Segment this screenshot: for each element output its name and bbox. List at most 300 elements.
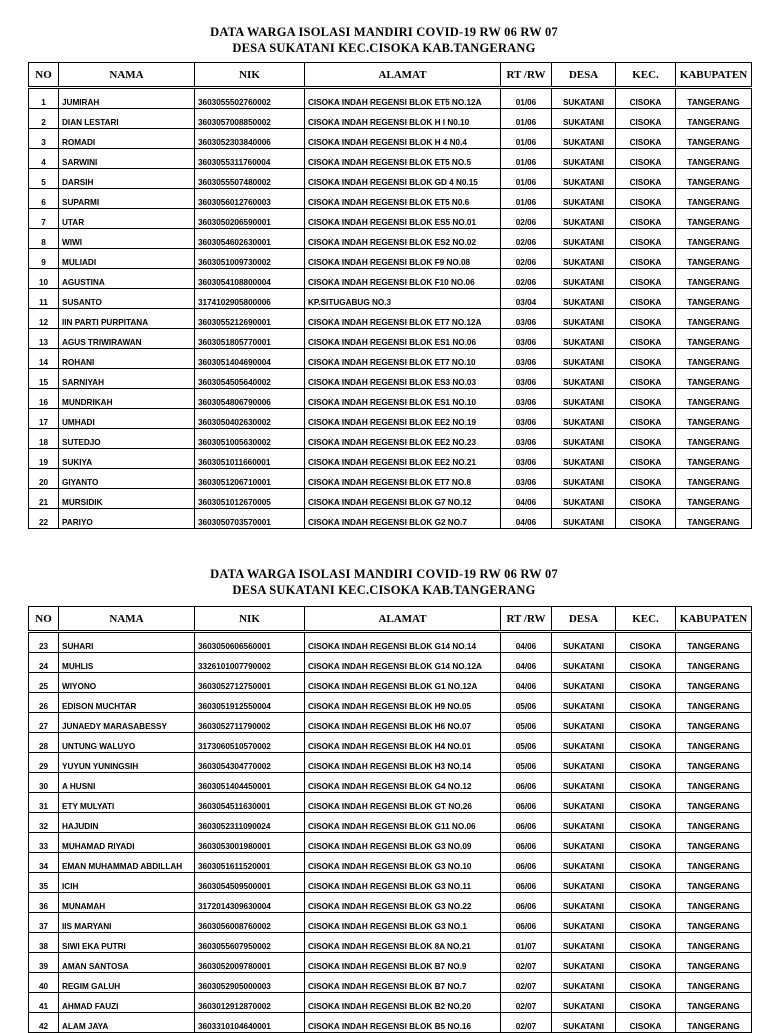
cell-rtrw: 03/06	[501, 329, 552, 349]
cell-rtrw: 01/06	[501, 129, 552, 149]
cell-nama: SARWINI	[59, 149, 195, 169]
cell-nama: ICIH	[59, 873, 195, 893]
cell-kab: TANGERANG	[676, 973, 752, 993]
cell-alamat: CISOKA INDAH REGENSI BLOK G3 NO.1	[305, 913, 501, 933]
cell-alamat: CISOKA INDAH REGENSI BLOK ET7 NO.8	[305, 469, 501, 489]
cell-nik: 3603052711790002	[195, 713, 305, 733]
cell-nik: 3603051404450001	[195, 773, 305, 793]
cell-kec: CISOKA	[616, 653, 676, 673]
cell-kab: TANGERANG	[676, 673, 752, 693]
cell-rtrw: 05/06	[501, 753, 552, 773]
table-row	[29, 973, 752, 993]
cell-rtrw: 05/06	[501, 693, 552, 713]
cell-rtrw: 03/04	[501, 289, 552, 309]
cell-nik: 3174102905800006	[195, 289, 305, 309]
cell-nama: HAJUDIN	[59, 813, 195, 833]
cell-no: 24	[29, 653, 59, 673]
cell-alamat: CISOKA INDAH REGENSI BLOK G3 NO.09	[305, 833, 501, 853]
cell-rtrw: 03/06	[501, 409, 552, 429]
cell-desa: SUKATANI	[552, 349, 616, 369]
cell-kab: TANGERANG	[676, 853, 752, 873]
cell-kab: TANGERANG	[676, 329, 752, 349]
cell-rtrw: 02/06	[501, 249, 552, 269]
cell-desa: SUKATANI	[552, 813, 616, 833]
cell-rtrw: 02/06	[501, 229, 552, 249]
cell-desa: SUKATANI	[552, 329, 616, 349]
table-row	[29, 673, 752, 693]
table-row	[29, 713, 752, 733]
cell-nama: JUMIRAH	[59, 88, 195, 109]
cell-desa: SUKATANI	[552, 693, 616, 713]
cell-nik: 3603053001980001	[195, 833, 305, 853]
cell-nama: AGUS TRIWIRAWAN	[59, 329, 195, 349]
cell-rtrw: 03/06	[501, 429, 552, 449]
cell-nik: 3603055607950002	[195, 933, 305, 953]
cell-kec: CISOKA	[616, 469, 676, 489]
cell-alamat: CISOKA INDAH REGENSI BLOK H9 NO.05	[305, 693, 501, 713]
cell-rtrw: 02/07	[501, 1013, 552, 1033]
cell-rtrw: 06/06	[501, 873, 552, 893]
cell-rtrw: 04/06	[501, 653, 552, 673]
column-header-kab: KABUPATEN	[676, 63, 752, 88]
cell-desa: SUKATANI	[552, 469, 616, 489]
cell-rtrw: 03/06	[501, 309, 552, 329]
cell-kab: TANGERANG	[676, 289, 752, 309]
cell-kec: CISOKA	[616, 993, 676, 1013]
cell-no: 21	[29, 489, 59, 509]
residents-table	[28, 62, 752, 529]
cell-rtrw: 05/06	[501, 713, 552, 733]
table-row	[29, 733, 752, 753]
cell-kec: CISOKA	[616, 289, 676, 309]
cell-nama: SUHARI	[59, 632, 195, 653]
table-row	[29, 653, 752, 673]
cell-kab: TANGERANG	[676, 109, 752, 129]
table-row	[29, 693, 752, 713]
cell-rtrw: 01/06	[501, 169, 552, 189]
cell-alamat: CISOKA INDAH REGENSI BLOK G11 NO.06	[305, 813, 501, 833]
cell-nama: SIWI EKA PUTRI	[59, 933, 195, 953]
cell-no: 32	[29, 813, 59, 833]
cell-nik: 3603052311090024	[195, 813, 305, 833]
cell-kab: TANGERANG	[676, 813, 752, 833]
cell-rtrw: 04/06	[501, 489, 552, 509]
cell-nama: EMAN MUHAMMAD ABDILLAH	[59, 853, 195, 873]
cell-rtrw: 03/06	[501, 469, 552, 489]
cell-no: 34	[29, 853, 59, 873]
cell-no: 35	[29, 873, 59, 893]
cell-desa: SUKATANI	[552, 773, 616, 793]
cell-kab: TANGERANG	[676, 713, 752, 733]
cell-rtrw: 04/06	[501, 673, 552, 693]
cell-rtrw: 01/07	[501, 933, 552, 953]
table-row	[29, 289, 752, 309]
table-row	[29, 632, 752, 653]
cell-nama: ETY MULYATI	[59, 793, 195, 813]
cell-nik: 3603057008850002	[195, 109, 305, 129]
cell-kab: TANGERANG	[676, 489, 752, 509]
cell-kec: CISOKA	[616, 309, 676, 329]
table-row	[29, 309, 752, 329]
cell-kab: TANGERANG	[676, 149, 752, 169]
cell-alamat: CISOKA INDAH REGENSI BLOK GD 4 N0.15	[305, 169, 501, 189]
cell-nik: 3603050402630002	[195, 409, 305, 429]
cell-kec: CISOKA	[616, 753, 676, 773]
cell-alamat: CISOKA INDAH REGENSI BLOK ET5 NO.12A	[305, 88, 501, 109]
cell-nik: 3603054806790006	[195, 389, 305, 409]
cell-alamat: CISOKA INDAH REGENSI BLOK G14 NO.14	[305, 632, 501, 653]
cell-alamat: CISOKA INDAH REGENSI BLOK B7 NO.7	[305, 973, 501, 993]
cell-no: 26	[29, 693, 59, 713]
cell-rtrw: 03/06	[501, 449, 552, 469]
cell-no: 5	[29, 169, 59, 189]
cell-kec: CISOKA	[616, 269, 676, 289]
cell-alamat: CISOKA INDAH REGENSI BLOK G1 NO.12A	[305, 673, 501, 693]
cell-rtrw: 04/06	[501, 632, 552, 653]
residents-table	[28, 606, 752, 1033]
cell-nik: 3603056012760003	[195, 189, 305, 209]
cell-kab: TANGERANG	[676, 449, 752, 469]
cell-kec: CISOKA	[616, 129, 676, 149]
cell-nama: MUHAMAD RIYADI	[59, 833, 195, 853]
cell-nama: UNTUNG WALUYO	[59, 733, 195, 753]
cell-kab: TANGERANG	[676, 229, 752, 249]
cell-desa: SUKATANI	[552, 149, 616, 169]
cell-kec: CISOKA	[616, 389, 676, 409]
cell-desa: SUKATANI	[552, 249, 616, 269]
document-title-line-1: DATA WARGA ISOLASI MANDIRI COVID-19 RW 06 RW 07	[210, 25, 558, 39]
cell-nama: JUNAEDY MARASABESSY	[59, 713, 195, 733]
cell-desa: SUKATANI	[552, 753, 616, 773]
table-row	[29, 853, 752, 873]
cell-nik: 3603051912550004	[195, 693, 305, 713]
cell-kab: TANGERANG	[676, 953, 752, 973]
cell-no: 37	[29, 913, 59, 933]
cell-desa: SUKATANI	[552, 109, 616, 129]
cell-kab: TANGERANG	[676, 469, 752, 489]
cell-alamat: CISOKA INDAH REGENSI BLOK G4 NO.12	[305, 773, 501, 793]
cell-no: 18	[29, 429, 59, 449]
cell-nama: WIWI	[59, 229, 195, 249]
cell-no: 3	[29, 129, 59, 149]
cell-desa: SUKATANI	[552, 893, 616, 913]
cell-nik: 3172014309630004	[195, 893, 305, 913]
cell-desa: SUKATANI	[552, 1013, 616, 1033]
cell-no: 4	[29, 149, 59, 169]
table-row	[29, 189, 752, 209]
cell-kab: TANGERANG	[676, 369, 752, 389]
column-header-nik: NIK	[195, 607, 305, 632]
cell-kec: CISOKA	[616, 632, 676, 653]
cell-no: 15	[29, 369, 59, 389]
cell-alamat: CISOKA INDAH REGENSI BLOK F10 NO.06	[305, 269, 501, 289]
cell-alamat: CISOKA INDAH REGENSI BLOK B5 NO.16	[305, 1013, 501, 1033]
table-row	[29, 793, 752, 813]
section-2	[0, 566, 768, 1031]
cell-desa: SUKATANI	[552, 993, 616, 1013]
cell-desa: SUKATANI	[552, 369, 616, 389]
cell-nik: 3326101007790002	[195, 653, 305, 673]
cell-no: 29	[29, 753, 59, 773]
cell-nama: IIN PARTI PURPITANA	[59, 309, 195, 329]
cell-alamat: CISOKA INDAH REGENSI BLOK G3 NO.10	[305, 853, 501, 873]
document-title-line-2: DESA SUKATANI KEC.CISOKA KAB.TANGERANG	[232, 583, 536, 597]
cell-nama: UMHADI	[59, 409, 195, 429]
cell-nik: 3603054505640002	[195, 369, 305, 389]
table-row	[29, 349, 752, 369]
cell-nik: 3603051005630002	[195, 429, 305, 449]
cell-rtrw: 03/06	[501, 389, 552, 409]
cell-nik: 3603055212690001	[195, 309, 305, 329]
cell-no: 27	[29, 713, 59, 733]
cell-nama: DARSIH	[59, 169, 195, 189]
cell-kec: CISOKA	[616, 449, 676, 469]
cell-nik: 3603051404690004	[195, 349, 305, 369]
cell-rtrw: 05/06	[501, 733, 552, 753]
cell-kab: TANGERANG	[676, 429, 752, 449]
cell-desa: SUKATANI	[552, 389, 616, 409]
table-header	[29, 607, 752, 632]
cell-alamat: CISOKA INDAH REGENSI BLOK G2 NO.7	[305, 509, 501, 529]
cell-nik: 3173060510570002	[195, 733, 305, 753]
cell-kab: TANGERANG	[676, 409, 752, 429]
cell-kec: CISOKA	[616, 88, 676, 109]
column-header-nama: NAMA	[59, 607, 195, 632]
table-row	[29, 109, 752, 129]
column-header-nik: NIK	[195, 63, 305, 88]
cell-desa: SUKATANI	[552, 429, 616, 449]
cell-kec: CISOKA	[616, 973, 676, 993]
cell-no: 16	[29, 389, 59, 409]
cell-nik: 3603051611520001	[195, 853, 305, 873]
cell-alamat: CISOKA INDAH REGENSI BLOK 8A NO.21	[305, 933, 501, 953]
header-row	[29, 607, 752, 632]
table-row	[29, 893, 752, 913]
table-row	[29, 229, 752, 249]
cell-no: 14	[29, 349, 59, 369]
table-row	[29, 389, 752, 409]
cell-desa: SUKATANI	[552, 853, 616, 873]
cell-kec: CISOKA	[616, 693, 676, 713]
cell-desa: SUKATANI	[552, 509, 616, 529]
cell-desa: SUKATANI	[552, 269, 616, 289]
cell-alamat: CISOKA INDAH REGENSI BLOK H4 NO.01	[305, 733, 501, 753]
table-header	[29, 63, 752, 88]
cell-rtrw: 01/06	[501, 149, 552, 169]
cell-nik: 3603050206590001	[195, 209, 305, 229]
cell-no: 12	[29, 309, 59, 329]
cell-alamat: CISOKA INDAH REGENSI BLOK H I N0.10	[305, 109, 501, 129]
table-row	[29, 369, 752, 389]
table-row	[29, 149, 752, 169]
cell-alamat: CISOKA INDAH REGENSI BLOK B7 NO.9	[305, 953, 501, 973]
cell-no: 30	[29, 773, 59, 793]
cell-alamat: CISOKA INDAH REGENSI BLOK EE2 NO.23	[305, 429, 501, 449]
cell-kec: CISOKA	[616, 149, 676, 169]
cell-nama: SARNIYAH	[59, 369, 195, 389]
cell-kab: TANGERANG	[676, 773, 752, 793]
cell-nik: 3603052303840006	[195, 129, 305, 149]
cell-desa: SUKATANI	[552, 489, 616, 509]
cell-nama: SUKIYA	[59, 449, 195, 469]
cell-kec: CISOKA	[616, 429, 676, 449]
cell-nik: 3603054602630001	[195, 229, 305, 249]
cell-kab: TANGERANG	[676, 693, 752, 713]
cell-kab: TANGERANG	[676, 309, 752, 329]
cell-nama: EDISON MUCHTAR	[59, 693, 195, 713]
cell-rtrw: 06/06	[501, 773, 552, 793]
column-header-alamat: ALAMAT	[305, 607, 501, 632]
cell-kec: CISOKA	[616, 329, 676, 349]
cell-kab: TANGERANG	[676, 349, 752, 369]
cell-desa: SUKATANI	[552, 209, 616, 229]
cell-kec: CISOKA	[616, 953, 676, 973]
cell-kab: TANGERANG	[676, 993, 752, 1013]
cell-kec: CISOKA	[616, 733, 676, 753]
cell-desa: SUKATANI	[552, 973, 616, 993]
cell-kab: TANGERANG	[676, 653, 752, 673]
cell-kec: CISOKA	[616, 489, 676, 509]
cell-no: 33	[29, 833, 59, 853]
cell-no: 23	[29, 632, 59, 653]
cell-kec: CISOKA	[616, 853, 676, 873]
cell-kec: CISOKA	[616, 673, 676, 693]
column-header-kec: KEC.	[616, 63, 676, 88]
cell-no: 19	[29, 449, 59, 469]
cell-alamat: CISOKA INDAH REGENSI BLOK ET5 N0.6	[305, 189, 501, 209]
cell-kab: TANGERANG	[676, 893, 752, 913]
table-row	[29, 469, 752, 489]
cell-rtrw: 02/07	[501, 973, 552, 993]
cell-desa: SUKATANI	[552, 289, 616, 309]
cell-alamat: CISOKA INDAH REGENSI BLOK ES3 NO.03	[305, 369, 501, 389]
column-header-kab: KABUPATEN	[676, 607, 752, 632]
cell-kab: TANGERANG	[676, 389, 752, 409]
cell-rtrw: 02/06	[501, 269, 552, 289]
table-row	[29, 249, 752, 269]
cell-nama: AHMAD FAUZI	[59, 993, 195, 1013]
document-title-line-2: DESA SUKATANI KEC.CISOKA KAB.TANGERANG	[232, 41, 536, 55]
cell-desa: SUKATANI	[552, 309, 616, 329]
cell-kec: CISOKA	[616, 369, 676, 389]
table-row	[29, 933, 752, 953]
cell-alamat: CISOKA INDAH REGENSI BLOK ET7 NO.10	[305, 349, 501, 369]
cell-nik: 3603054108800004	[195, 269, 305, 289]
cell-alamat: CISOKA INDAH REGENSI BLOK B2 NO.20	[305, 993, 501, 1013]
table-row	[29, 1013, 752, 1033]
cell-nik: 3603056008760002	[195, 913, 305, 933]
cell-nik: 3603050703570001	[195, 509, 305, 529]
cell-kab: TANGERANG	[676, 88, 752, 109]
column-header-kec: KEC.	[616, 607, 676, 632]
cell-no: 41	[29, 993, 59, 1013]
cell-rtrw: 06/06	[501, 913, 552, 933]
cell-rtrw: 03/06	[501, 349, 552, 369]
cell-nama: WIYONO	[59, 673, 195, 693]
cell-nama: ALAM JAYA	[59, 1013, 195, 1033]
cell-kab: TANGERANG	[676, 733, 752, 753]
cell-rtrw: 01/06	[501, 109, 552, 129]
table-row	[29, 773, 752, 793]
table-row	[29, 129, 752, 149]
cell-nama: A HUSNI	[59, 773, 195, 793]
table-row	[29, 993, 752, 1013]
cell-rtrw: 06/06	[501, 893, 552, 913]
cell-no: 10	[29, 269, 59, 289]
column-header-desa: DESA	[552, 63, 616, 88]
cell-nama: UTAR	[59, 209, 195, 229]
cell-alamat: CISOKA INDAH REGENSI BLOK H3 NO.14	[305, 753, 501, 773]
cell-nik: 3603051009730002	[195, 249, 305, 269]
cell-alamat: CISOKA INDAH REGENSI BLOK ES1 NO.10	[305, 389, 501, 409]
cell-alamat: CISOKA INDAH REGENSI BLOK ET5 NO.5	[305, 149, 501, 169]
cell-nama: MUHLIS	[59, 653, 195, 673]
cell-desa: SUKATANI	[552, 88, 616, 109]
table-row	[29, 88, 752, 109]
cell-no: 36	[29, 893, 59, 913]
cell-kab: TANGERANG	[676, 933, 752, 953]
cell-desa: SUKATANI	[552, 953, 616, 973]
cell-kec: CISOKA	[616, 773, 676, 793]
cell-kec: CISOKA	[616, 873, 676, 893]
cell-rtrw: 02/07	[501, 993, 552, 1013]
column-header-no: NO	[29, 63, 59, 88]
cell-alamat: CISOKA INDAH REGENSI BLOK ES2 NO.02	[305, 229, 501, 249]
cell-kab: TANGERANG	[676, 1013, 752, 1033]
cell-kec: CISOKA	[616, 509, 676, 529]
cell-kab: TANGERANG	[676, 632, 752, 653]
cell-rtrw: 02/07	[501, 953, 552, 973]
cell-desa: SUKATANI	[552, 632, 616, 653]
cell-nama: MURSIDIK	[59, 489, 195, 509]
cell-desa: SUKATANI	[552, 713, 616, 733]
table-body	[29, 632, 752, 1033]
cell-desa: SUKATANI	[552, 833, 616, 853]
cell-kec: CISOKA	[616, 189, 676, 209]
cell-desa: SUKATANI	[552, 229, 616, 249]
cell-no: 40	[29, 973, 59, 993]
table-row	[29, 329, 752, 349]
cell-no: 2	[29, 109, 59, 129]
cell-alamat: CISOKA INDAH REGENSI BLOK G14 NO.12A	[305, 653, 501, 673]
cell-nama: ROHANI	[59, 349, 195, 369]
table-row	[29, 953, 752, 973]
cell-kec: CISOKA	[616, 933, 676, 953]
cell-desa: SUKATANI	[552, 449, 616, 469]
cell-no: 28	[29, 733, 59, 753]
table-row	[29, 409, 752, 429]
cell-nama: AGUSTINA	[59, 269, 195, 289]
cell-desa: SUKATANI	[552, 733, 616, 753]
cell-nik: 3603310104640001	[195, 1013, 305, 1033]
cell-desa: SUKATANI	[552, 913, 616, 933]
cell-kec: CISOKA	[616, 833, 676, 853]
cell-desa: SUKATANI	[552, 673, 616, 693]
cell-no: 22	[29, 509, 59, 529]
cell-kab: TANGERANG	[676, 209, 752, 229]
cell-rtrw: 01/06	[501, 189, 552, 209]
table-row	[29, 209, 752, 229]
cell-nik: 3603051206710001	[195, 469, 305, 489]
cell-rtrw: 06/06	[501, 833, 552, 853]
cell-kec: CISOKA	[616, 713, 676, 733]
table-row	[29, 429, 752, 449]
cell-desa: SUKATANI	[552, 189, 616, 209]
cell-nama: SUPARMI	[59, 189, 195, 209]
cell-nik: 3603052905000003	[195, 973, 305, 993]
cell-kab: TANGERANG	[676, 189, 752, 209]
cell-rtrw: 06/06	[501, 853, 552, 873]
